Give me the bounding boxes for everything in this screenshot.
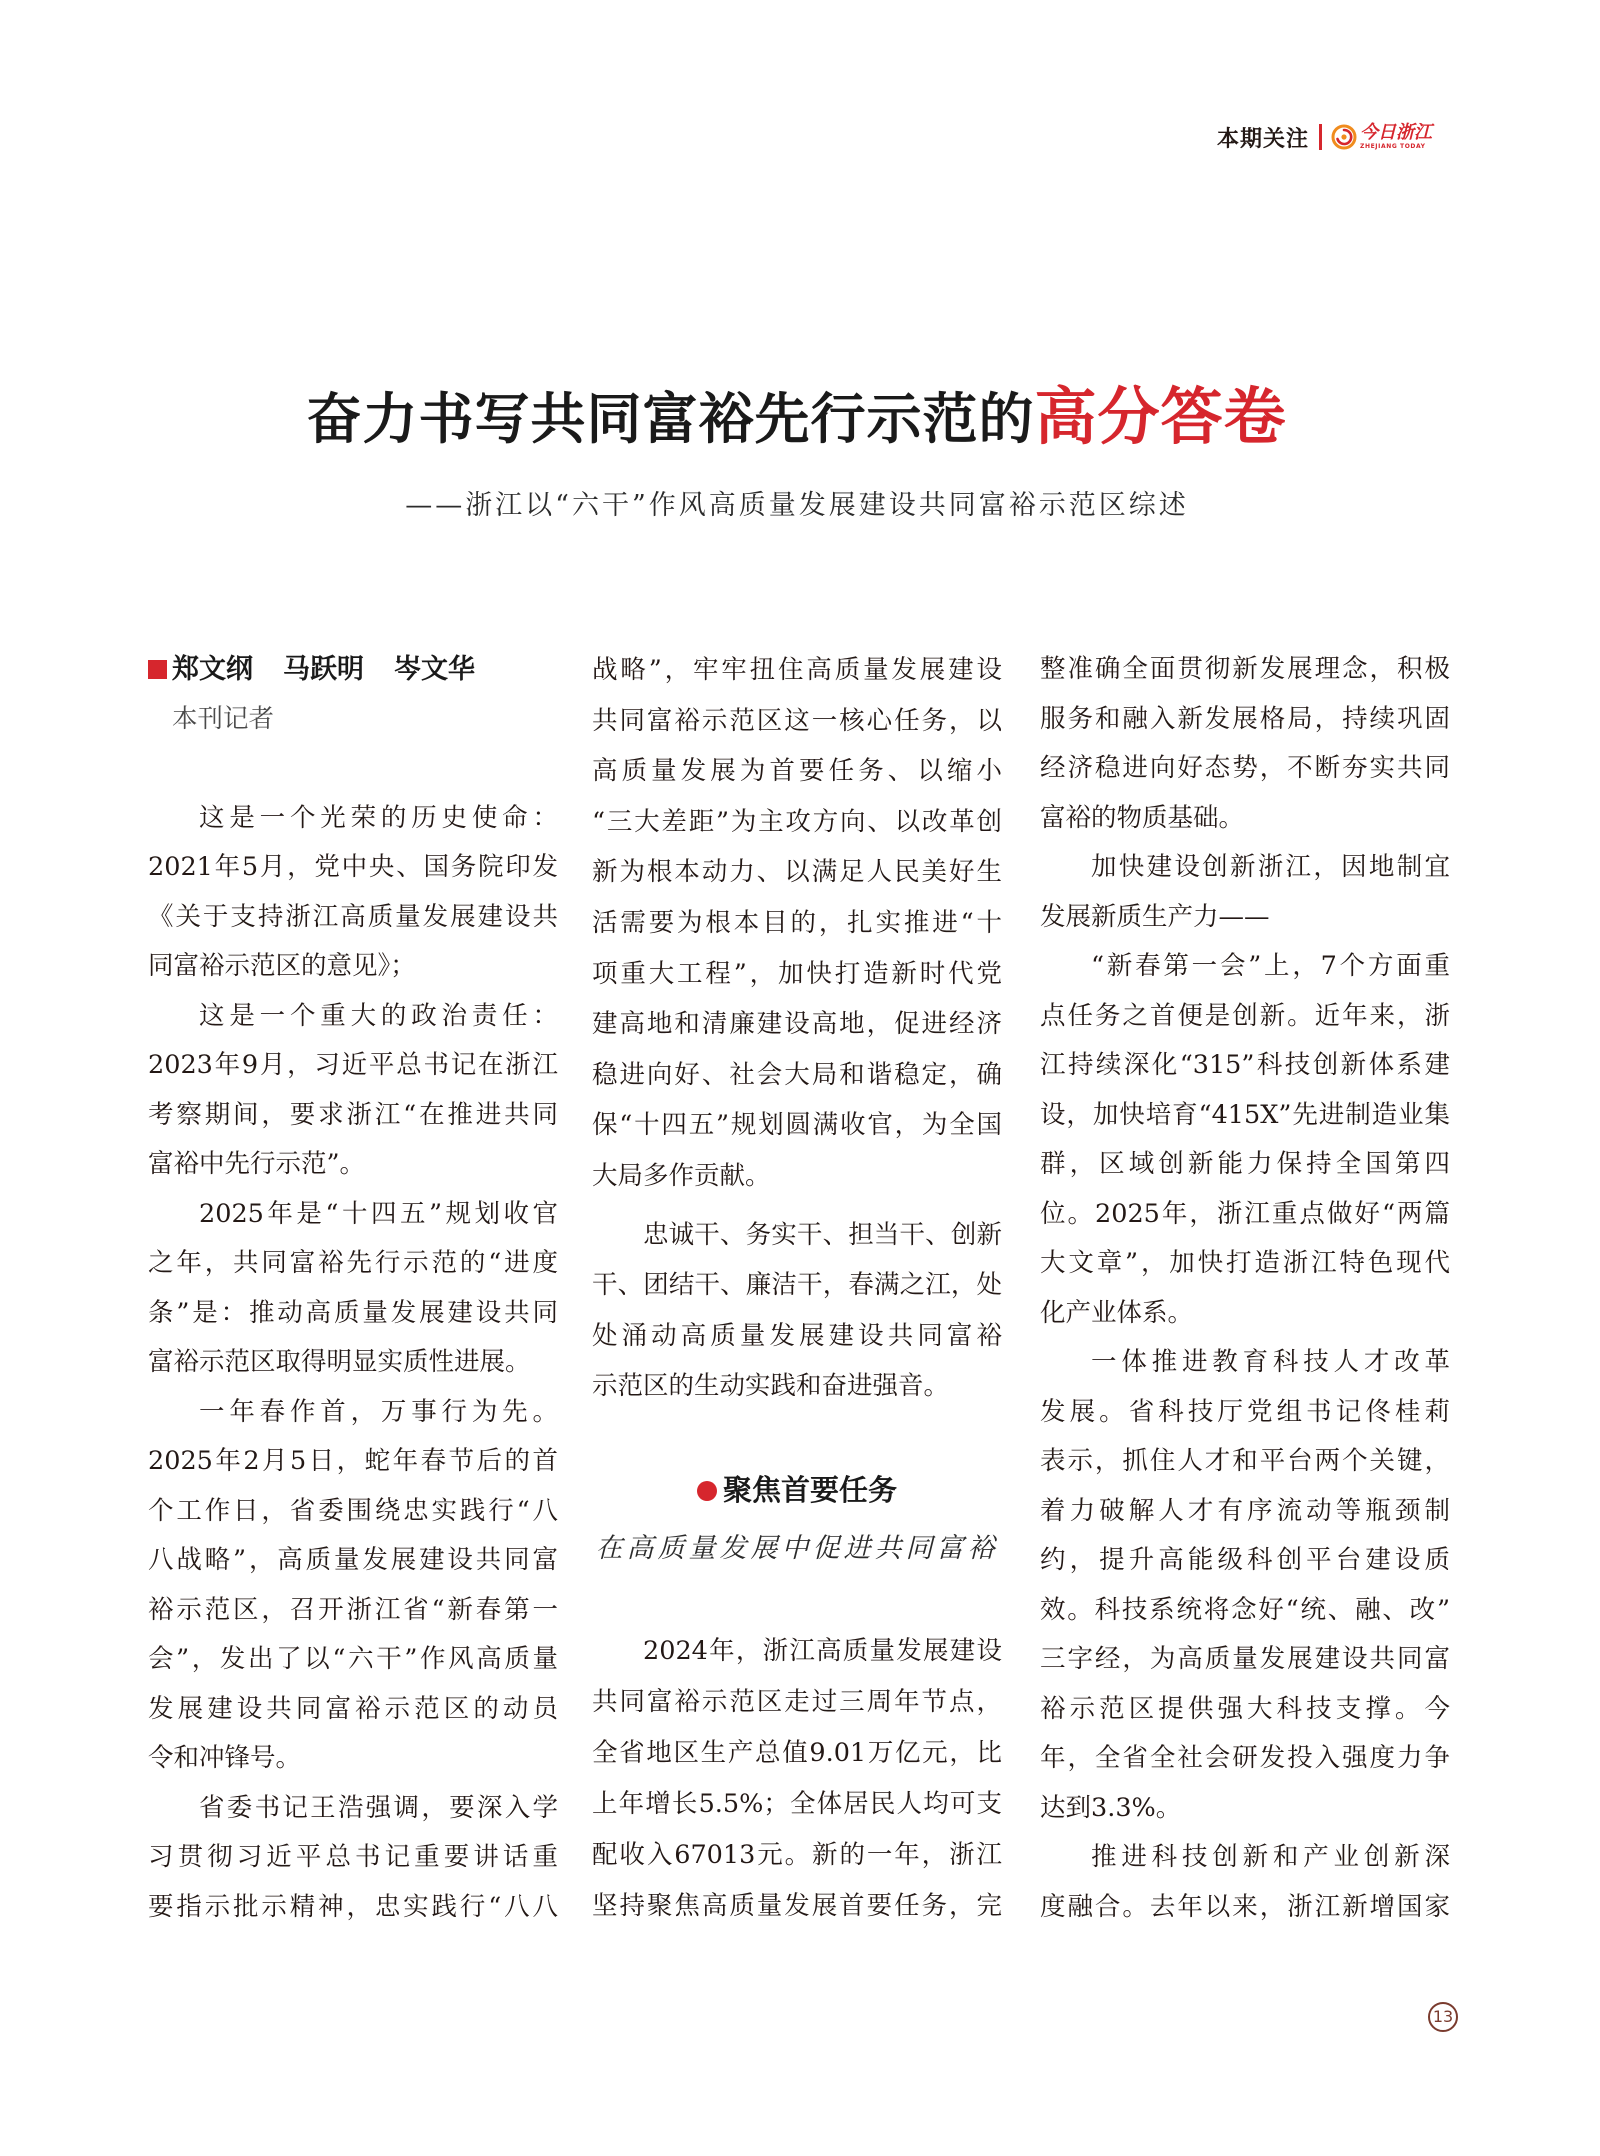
body-line: 加快建设创新浙江，因地制宜 xyxy=(1091,852,1450,882)
body-line: 这是一个重大的政治责任： xyxy=(199,1000,558,1031)
body-line: 战略”，牢牢扭住高质量发展建设 xyxy=(592,655,1002,685)
byline-role: 本刊记者 xyxy=(172,703,275,734)
running-header xyxy=(1217,120,1432,154)
body-line: 配收入67013元。新的一年，浙江 xyxy=(592,1839,1002,1870)
body-line: 江持续深化“315”科技创新体系建 xyxy=(1040,1050,1450,1080)
body-line: 富裕中先行示范”。 xyxy=(148,1149,366,1179)
body-line: 共同富裕示范区这一核心任务，以 xyxy=(592,705,1002,736)
logo-swirl-icon xyxy=(1331,124,1357,150)
title-main: 奋力书写共同富裕先行示范的 xyxy=(306,386,1035,451)
zhejiang-today-logo xyxy=(1331,123,1432,151)
body-line: 共同富裕示范区走过三周年节点， xyxy=(592,1686,1002,1717)
paragraph xyxy=(148,794,558,992)
article-column-2 xyxy=(592,645,1002,1932)
body-line: 整准确全面贯彻新发展理念，积极 xyxy=(1040,654,1450,684)
body-line: 裕示范区提供强大科技支撑。今 xyxy=(1040,1693,1450,1724)
body-line: 2021年5月，党中央、国务院印发 xyxy=(148,852,558,882)
body-line: 示范区的生动实践和奋进强音。 xyxy=(592,1371,950,1402)
paragraph xyxy=(592,1626,1002,1932)
body-line: 效。科技系统将念好“统、融、改” xyxy=(1040,1594,1450,1625)
body-line: 裕示范区，召开浙江省“新春第一 xyxy=(148,1594,558,1625)
body-line: 群，区域创新能力保持全国第四 xyxy=(1040,1149,1450,1179)
body-line: 经济稳进向好态势，不断夯实共同 xyxy=(1040,753,1450,783)
section-subheading: 在高质量发展中促进共同富裕 xyxy=(595,1532,999,1564)
body-line: 习贯彻习近平总书记重要讲话重 xyxy=(148,1842,558,1872)
page-number: 13 xyxy=(1428,2002,1458,2032)
body-line: 约，提升高能级科创平台建设质 xyxy=(1040,1545,1450,1575)
article-column-3 xyxy=(1040,645,1450,1932)
title-highlight: 高分答卷 xyxy=(1034,380,1287,453)
body-line: 上年增长5.5%；全体居民人均可支 xyxy=(592,1788,1002,1819)
section-label: 本期关注 xyxy=(1217,126,1310,152)
author-name: 郑文纲 xyxy=(172,654,253,685)
body-line: 富裕的物质基础。 xyxy=(1040,802,1245,833)
paragraph xyxy=(1040,1833,1450,1932)
body-line: 2023年9月，习近平总书记在浙江 xyxy=(148,1050,558,1080)
bullet-dot-icon xyxy=(697,1481,717,1501)
paragraph xyxy=(148,992,558,1190)
author-name: 岑文华 xyxy=(394,654,475,685)
body-line: 会”，发出了以“六干”作风高质量 xyxy=(148,1644,558,1674)
logo-title: 今日浙江 xyxy=(1360,122,1433,143)
body-line: 表示，抓住人才和平台两个关键， xyxy=(1040,1446,1450,1476)
body-line: 省委书记王浩强调，要深入学 xyxy=(199,1792,558,1823)
article-title xyxy=(0,380,1600,456)
body-line: 大局多作贡献。 xyxy=(592,1160,771,1191)
section-heading xyxy=(592,1462,1002,1518)
logo-text xyxy=(1360,123,1432,151)
body-line: “三大差距”为主攻方向、以改革创 xyxy=(592,806,1002,837)
paragraph xyxy=(1040,645,1450,843)
body-line: 坚持聚焦高质量发展首要任务，完 xyxy=(592,1890,1002,1921)
body-line: 位。2025年，浙江重点做好“两篇 xyxy=(1040,1198,1450,1229)
body-line: 一年春作首，万事行为先。 xyxy=(199,1396,558,1427)
body-line: 保“十四五”规划圆满收官，为全国 xyxy=(592,1110,1002,1141)
body-line: 令和冲锋号。 xyxy=(148,1743,302,1773)
body-line: 忠诚干、务实干、担当干、创新 xyxy=(643,1219,1002,1250)
byline xyxy=(148,645,558,744)
body-line: 化产业体系。 xyxy=(1040,1297,1194,1328)
byline-authors xyxy=(148,645,558,695)
body-line: 《关于支持浙江高质量发展建设共 xyxy=(148,901,558,932)
article-column-1 xyxy=(148,645,558,1932)
body-line: 活需要为根本目的，扎实推进“十 xyxy=(592,907,1002,938)
body-line: 2024年，浙江高质量发展建设 xyxy=(643,1635,1002,1666)
body-line: “新春第一会”上，7个方面重 xyxy=(1091,951,1450,981)
body-line: 一体推进教育科技人才改革 xyxy=(1091,1347,1450,1377)
author-name: 马跃明 xyxy=(283,654,364,685)
header-divider xyxy=(1319,124,1322,150)
paragraph xyxy=(592,1210,1002,1412)
body-line: 之年，共同富裕先行示范的“进度 xyxy=(148,1248,558,1278)
body-line: 三字经，为高质量发展建设共同富 xyxy=(1040,1644,1450,1674)
byline-marker-icon xyxy=(148,660,167,679)
logo-subtitle: ZHEJIANG TODAY xyxy=(1360,143,1426,150)
body-line: 服务和融入新发展格局，持续巩固 xyxy=(1040,703,1450,734)
body-line: 项重大工程”，加快打造新时代党 xyxy=(592,958,1002,989)
paragraph xyxy=(592,645,1002,1202)
body-line: 2025年是“十四五”规划收官 xyxy=(199,1198,558,1229)
body-line: 富裕示范区取得明显实质性进展。 xyxy=(148,1347,531,1377)
body-line: 推进科技创新和产业创新深 xyxy=(1091,1842,1450,1872)
body-line: 发展。省科技厅党组书记佟桂莉 xyxy=(1040,1396,1450,1427)
body-line: 建高地和清廉建设高地，促进经济 xyxy=(592,1009,1002,1040)
body-line: 高质量发展为首要任务、以缩小 xyxy=(592,756,1002,787)
body-line: 同富裕示范区的意见》； xyxy=(148,951,416,981)
body-line: 要指示批示精神，忠实践行“八八 xyxy=(148,1891,558,1922)
body-line: 设，加快培育“415X”先进制造业集 xyxy=(1040,1099,1450,1130)
body-line: 年，全省全社会研发投入强度力争 xyxy=(1040,1743,1450,1773)
paragraph xyxy=(148,1388,558,1784)
paragraph xyxy=(1040,942,1450,1338)
body-line: 考察期间，要求浙江“在推进共同 xyxy=(148,1099,558,1130)
body-line: 度融合。去年以来，浙江新增国家 xyxy=(1040,1891,1450,1922)
body-line: 处涌动高质量发展建设共同富裕 xyxy=(592,1320,1002,1351)
body-line: 点任务之首便是创新。近年来，浙 xyxy=(1040,1000,1450,1031)
body-line: 新为根本动力、以满足人民美好生 xyxy=(592,857,1002,888)
body-line: 发展新质生产力—— xyxy=(1040,901,1270,932)
article-subtitle: ——浙江以“六干”作风高质量发展建设共同富裕示范区综述 xyxy=(405,490,1189,521)
body-line: 干、团结干、廉洁干，春满之江，处 xyxy=(592,1270,1002,1301)
body-line: 大文章”，加快打造浙江特色现代 xyxy=(1040,1248,1450,1278)
paragraph xyxy=(148,1190,558,1388)
body-line: 这是一个光荣的历史使命： xyxy=(199,802,558,833)
body-line: 八战略”，高质量发展建设共同富 xyxy=(148,1545,558,1575)
body-line: 全省地区生产总值9.01万亿元，比 xyxy=(592,1737,1002,1768)
body-line: 2025年2月5日，蛇年春节后的首 xyxy=(148,1446,558,1476)
paragraph xyxy=(148,1784,558,1933)
body-line: 条”是：推动高质量发展建设共同 xyxy=(148,1297,558,1328)
body-line: 发展建设共同富裕示范区的动员 xyxy=(148,1693,558,1724)
paragraph xyxy=(1040,843,1450,942)
section-heading-text: 聚焦首要任务 xyxy=(722,1472,897,1507)
body-line: 达到3.3%。 xyxy=(1040,1792,1182,1823)
body-line: 个工作日，省委围绕忠实践行“八 xyxy=(148,1495,558,1526)
paragraph xyxy=(1040,1338,1450,1833)
body-line: 稳进向好、社会大局和谐稳定，确 xyxy=(592,1059,1002,1090)
body-line: 着力破解人才有序流动等瓶颈制 xyxy=(1040,1495,1450,1526)
